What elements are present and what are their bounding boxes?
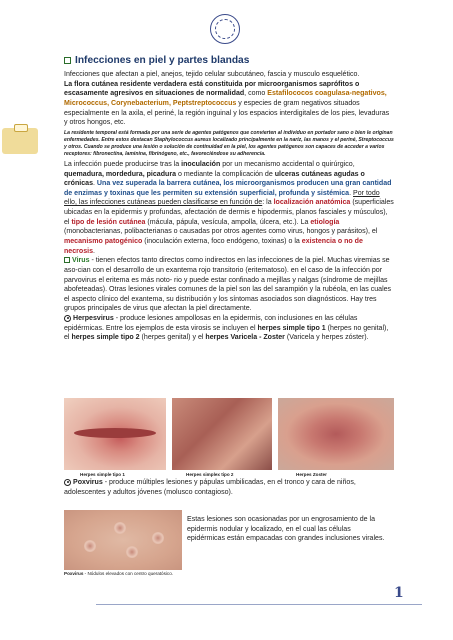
poxvirus-section xyxy=(64,478,394,497)
paragraph-herpesvirus: Herpesvirus - produce lesiones ampollosas en la epidermis, con inclusiones en las células epidérmicas. Entre los ejemplos de esta virosis se incluyen el herpes simple tipo 1 (herpes no genital), el herpes simple tipo 2 (herpes genital) y el herpes Varicela - Zoster (Varicela y herpes zóster). xyxy=(64,315,389,342)
note-tab-icon xyxy=(2,128,38,154)
poxvirus-description: Estas lesiones son ocasionadas por un engrosamiento de la epidermis nodular y localizado, en el cual las células epidérmicas están empacadas con grandes inclusiones virales. xyxy=(187,516,385,543)
paragraph-virus: Virus - tienen efectos tanto directos como indirectos en las infecciones de la piel. Muchas viremias se aso-cian con el desarrollo de un exantema rojo transitorio (eritematoso). en el caso de la infección por parvovirus el eritema es más noto- rio y puede estar confinado a mejillas y nalgas (síndrome de mejillas abofeteadas). Otras lesiones virales comunes de la piel son las del sarampión y la rubéola, en las cuales el aspecto clínico del exantema, su distribución y los síntomas asociados son diagnósticos. Hay tres grupos principales de virus que afectan la piel directamente. xyxy=(64,257,392,313)
caption-poxvirus: Poxvirus - Nódulos elevados con centro queratósico. xyxy=(64,571,174,576)
herpes-photos xyxy=(64,398,394,470)
herpes-simple-1-photo xyxy=(64,398,166,470)
checkbox-square-icon xyxy=(64,257,70,263)
paragraph-infection: La infección puede producirse tras la inoculación por un mecanismo accidental o quirúrgico, quemadura, mordedura, picadura o mediante la complicación de ulceras cutáneas agudas o crónicas. Una vez superada la barrera cutánea, los microorganismos producen una gran cantidad de enzimas y toxinas que les permiten su extensión superficial, profunda y sistémica. Por todo ello, las infecciones cutáneas pueden clasificarse en función de: la localización anatómica (superficiales ubicadas en la epidermis y profundas, afectación de dermis e hipodermis, planos fasciales y músculos), el tipo de lesión cutánea (mácula, pápula, vesícula, ampolla, úlcera, etc.). La etiología (monobacterianas, polibacterianas o causadas por otros agentes como virus, hongos y parásitos), el mecanismo patogénico (inoculación externa, foco endógeno, toxinas) o la existencia o no de necrosis. xyxy=(64,160,394,255)
section-heading: Infecciones en piel y partes blandas xyxy=(64,54,394,68)
caption-herpes-zoster: Herpes Zoster xyxy=(296,472,327,477)
checkbox-square-icon xyxy=(64,57,71,64)
paragraph-definition: Infecciones que afectan a piel, anejos, tejido celular subcutáneo, fascia y musculo esquelético. xyxy=(64,70,360,78)
poxvirus-photo xyxy=(64,510,182,570)
highlight-note: La residente temporal está formada por una serie de agentes patógenos que convierten al individuo en portador sano o bien le originan enfermedades. Entre estos destacan Staphylococcus aureus localizado principalmente en la nariz, las manos y el periné, Streptococcus y otros. Cuando se produce una lesión o solución de continuidad en la piel, los agentes patógenos son capaces de acceder a varios receptores: fibronectina, laminina, fibrinógeno, etc., favoreciéndose su adherencia. xyxy=(54,130,394,158)
main-content xyxy=(64,54,394,343)
caption-herpes-1: Herpes simple tipo 1 xyxy=(80,472,125,477)
caption-herpes-2: Herpes simplex tipo 2 xyxy=(186,472,234,477)
paragraph-poxvirus: Poxvirus - produce múltiples lesiones y pápulas umbilicadas, en el tronco y cara de niños, adolescentes y adultos jóvenes (molusco contagioso). xyxy=(64,479,356,496)
paragraph-flora: La flora cutánea residente verdadera está constituida por microorganismos saprófitos o escasamente agresivos en situaciones de normalidad, como Estafilococos coagulasa-negativos, Micrococcus, Corynebacterium, Peptstreptococcus y especies de gram negativos situados especialmente en la axila, el periné, la región inguinal y los espacios interdigitales de los pies, levaduras y otros hongos, etc. xyxy=(64,80,390,127)
herpes-simple-2-photo xyxy=(172,398,272,470)
university-seal-logo xyxy=(210,14,240,44)
page-number: 1 xyxy=(394,585,404,601)
herpes-zoster-photo xyxy=(278,398,394,470)
bullet-circle-icon xyxy=(64,315,71,322)
footer-divider xyxy=(96,604,422,605)
bullet-circle-icon xyxy=(64,479,71,486)
